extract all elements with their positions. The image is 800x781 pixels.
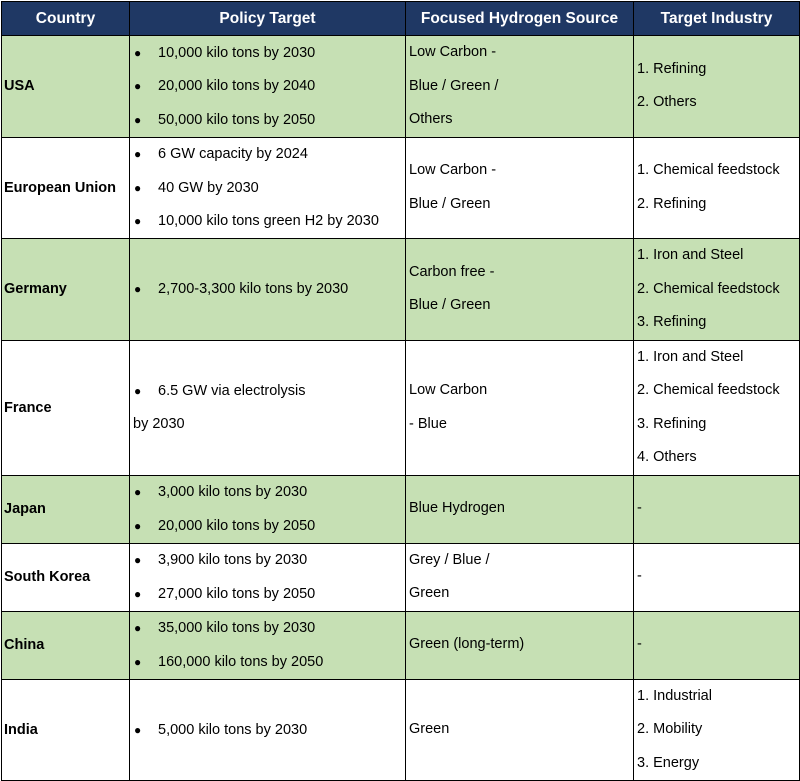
target-industry-line: 3. Energy xyxy=(637,754,700,771)
target-industry-line: 4. Others xyxy=(637,449,697,465)
country-cell: South Korea xyxy=(2,543,130,611)
policy-target-text: 27,000 kilo tons by 2050 xyxy=(158,585,316,602)
policy-target-text: 20,000 kilo tons by 2040 xyxy=(158,78,316,95)
target-industry-line: 2. Chemical feedstock xyxy=(637,280,780,297)
hydrogen-source-cell xyxy=(406,611,634,679)
country-cell: India xyxy=(2,679,130,781)
hydrogen-source-line: Green xyxy=(409,585,450,601)
policy-target-cell xyxy=(130,611,406,679)
policy-target-text: 160,000 kilo tons by 2050 xyxy=(158,653,324,670)
policy-target-cell xyxy=(130,36,406,138)
target-industry-line: 2. Mobility xyxy=(637,721,703,737)
country-cell: China xyxy=(2,611,130,679)
table-row xyxy=(2,340,800,475)
hydrogen-source-cell xyxy=(406,340,634,475)
target-industry-line: 1. Iron and Steel xyxy=(637,247,744,263)
bullet-icon: ● xyxy=(134,518,142,533)
header-hydrogen-source: Focused Hydrogen Source xyxy=(406,2,634,36)
policy-target-text: 6 GW capacity by 2024 xyxy=(158,146,308,163)
target-industry-line: - xyxy=(637,568,642,585)
target-industry-cell xyxy=(634,543,800,611)
bullet-icon: ● xyxy=(134,586,142,601)
header-country: Country xyxy=(2,2,130,36)
hydrogen-source-line: Blue / Green xyxy=(409,297,491,314)
target-industry-line: 1. Iron and Steel xyxy=(637,348,744,365)
policy-target-item xyxy=(133,205,405,239)
policy-target-text: 3,000 kilo tons by 2030 xyxy=(158,484,308,501)
hydrogen-source-line: Others xyxy=(409,111,453,127)
table-row xyxy=(2,137,800,239)
target-industry-cell xyxy=(634,36,800,138)
policy-target-cell xyxy=(130,475,406,543)
bullet-icon: ● xyxy=(134,722,142,737)
bullet-icon: ● xyxy=(134,553,142,568)
policy-target-text: 3,900 kilo tons by 2030 xyxy=(158,552,308,569)
policy-target-item xyxy=(133,138,405,172)
policy-target-text: 10,000 kilo tons green H2 by 2030 xyxy=(158,213,379,230)
policy-target-text: 40 GW by 2030 xyxy=(158,179,259,196)
hydrogen-source-line: Grey / Blue / xyxy=(409,551,490,568)
target-industry-line: 1. Chemical feedstock xyxy=(637,162,780,179)
country-cell: Germany xyxy=(2,239,130,341)
policy-target-text: 35,000 kilo tons by 2030 xyxy=(158,620,316,637)
policy-target-text: 5,000 kilo tons by 2030 xyxy=(158,721,308,738)
hydrogen-source-line: Low Carbon - xyxy=(409,162,497,179)
hydrogen-source-line: Blue / Green / xyxy=(409,77,499,94)
target-industry-line: 1. Industrial xyxy=(637,687,712,704)
policy-target-text: 20,000 kilo tons by 2050 xyxy=(158,517,316,534)
target-industry-cell xyxy=(634,340,800,475)
policy-target-item xyxy=(133,476,405,510)
hydrogen-source-line: Blue Hydrogen xyxy=(409,500,505,517)
hydrogen-source-line: Low Carbon - xyxy=(409,44,497,60)
bullet-icon: ● xyxy=(134,180,142,195)
target-industry-line: 2. Others xyxy=(637,94,697,111)
policy-target-cell xyxy=(130,340,406,475)
policy-target-item xyxy=(133,273,405,307)
policy-target-item xyxy=(133,408,405,442)
target-industry-cell xyxy=(634,137,800,239)
target-industry-line: 1. Refining xyxy=(637,60,707,77)
policy-target-item xyxy=(133,70,405,104)
policy-target-text: by 2030 xyxy=(133,416,185,433)
hydrogen-source-cell xyxy=(406,543,634,611)
table-row xyxy=(2,239,800,341)
bullet-icon: ● xyxy=(134,45,142,60)
policy-target-item xyxy=(133,103,405,137)
country-cell: Japan xyxy=(2,475,130,543)
table-row xyxy=(2,36,800,138)
hydrogen-source-cell xyxy=(406,239,634,341)
target-industry-line: 3. Refining xyxy=(637,314,707,330)
policy-target-cell xyxy=(130,137,406,239)
bullet-icon: ● xyxy=(134,485,142,500)
hydrogen-policy-table xyxy=(1,1,800,781)
country-cell: France xyxy=(2,340,130,475)
target-industry-cell xyxy=(634,475,800,543)
target-industry-line: - xyxy=(637,636,642,653)
hydrogen-source-cell xyxy=(406,36,634,138)
country-cell: European Union xyxy=(2,137,130,239)
target-industry-line: 3. Refining xyxy=(637,415,707,432)
table-row xyxy=(2,543,800,611)
hydrogen-source-line: Low Carbon xyxy=(409,382,488,398)
table-row xyxy=(2,679,800,781)
header-row xyxy=(2,2,800,36)
hydrogen-source-line: Green xyxy=(409,721,450,737)
table-row xyxy=(2,475,800,543)
target-industry-cell xyxy=(634,239,800,341)
target-industry-cell xyxy=(634,679,800,781)
policy-target-item xyxy=(133,171,405,205)
policy-target-cell xyxy=(130,543,406,611)
bullet-icon: ● xyxy=(134,621,142,636)
bullet-icon: ● xyxy=(134,79,142,94)
bullet-icon: ● xyxy=(134,383,142,398)
policy-target-item xyxy=(133,374,405,408)
table-row xyxy=(2,611,800,679)
hydrogen-source-line: Blue / Green xyxy=(409,195,491,212)
hydrogen-source-line: - Blue xyxy=(409,415,447,432)
target-industry-cell xyxy=(634,611,800,679)
policy-target-item xyxy=(133,645,405,679)
policy-target-item xyxy=(133,612,405,646)
policy-target-item xyxy=(133,509,405,543)
hydrogen-source-cell xyxy=(406,679,634,781)
target-industry-line: 2. Chemical feedstock xyxy=(637,382,780,398)
bullet-icon: ● xyxy=(134,654,142,669)
policy-target-item xyxy=(133,544,405,578)
policy-target-text: 2,700-3,300 kilo tons by 2030 xyxy=(158,281,349,298)
bullet-icon: ● xyxy=(134,147,142,162)
policy-target-cell xyxy=(130,239,406,341)
target-industry-line: 2. Refining xyxy=(637,195,707,212)
hydrogen-source-line: Carbon free - xyxy=(409,263,495,280)
bullet-icon: ● xyxy=(134,282,142,297)
policy-target-item xyxy=(133,36,405,70)
policy-target-item xyxy=(133,713,405,747)
policy-target-cell xyxy=(130,679,406,781)
policy-target-text: 50,000 kilo tons by 2050 xyxy=(158,111,316,128)
target-industry-line: - xyxy=(637,500,642,517)
header-target-industry: Target Industry xyxy=(634,2,800,36)
policy-target-item xyxy=(133,577,405,611)
bullet-icon: ● xyxy=(134,214,142,229)
header-policy-target: Policy Target xyxy=(130,2,406,36)
country-cell: USA xyxy=(2,36,130,138)
bullet-icon: ● xyxy=(134,112,142,127)
policy-target-text: 10,000 kilo tons by 2030 xyxy=(158,44,316,61)
hydrogen-source-cell xyxy=(406,475,634,543)
policy-target-text: 6.5 GW via electrolysis xyxy=(158,382,306,399)
hydrogen-source-cell xyxy=(406,137,634,239)
hydrogen-source-line: Green (long-term) xyxy=(409,636,525,653)
